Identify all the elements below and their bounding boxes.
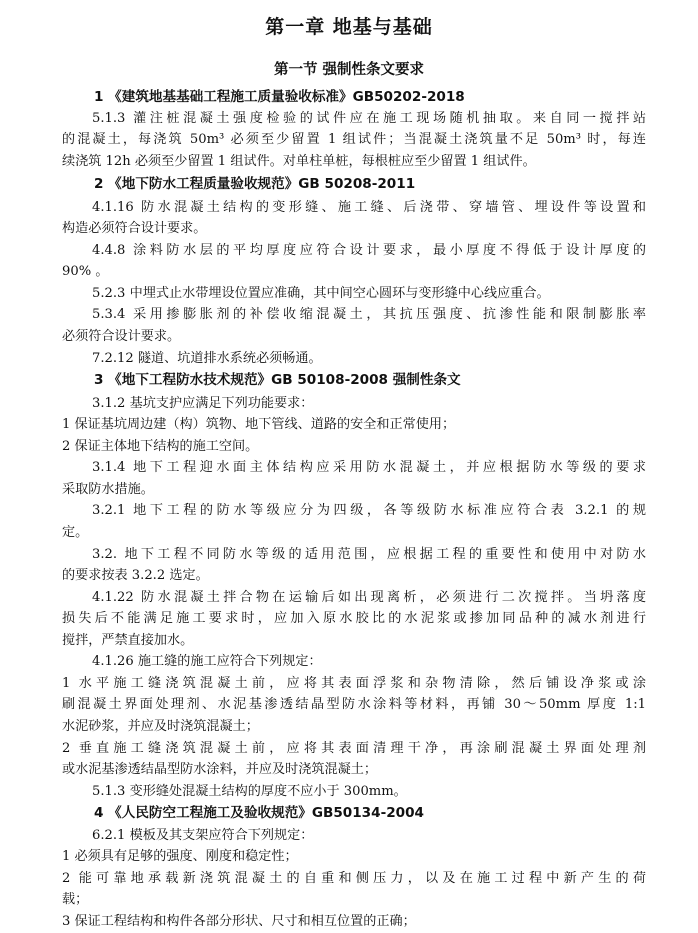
text-line: 5.1.3 灌注桩混凝土强度检验的试件应在施工现场随机抽取。来自同一搅拌站 [92, 110, 646, 126]
text-line: 3.1.4 地下工程迎水面主体结构应采用防水混凝土，并应根据防水等级的要求 [92, 460, 646, 476]
section-title: 第一节 强制性条文要求 [273, 62, 425, 78]
text-line: 4.1.16 防水混凝土结构的变形缝、施工缝、后浇带、穿墙管、埋设件等设置和 [92, 199, 646, 215]
text-line: 90% 。 [62, 264, 109, 280]
text-line: 4.1.26 施工缝的施工应符合下列规定： [92, 654, 322, 670]
standard-heading-3: 3 《地下工程防水技术规范》GB 50108-2008 强制性条文 [94, 372, 461, 389]
text-line: 搅拌，严禁直接加水。 [62, 632, 194, 648]
text-line: 1 保证基坑周边建（构）筑物、地下管线、道路的安全和正常使用； [62, 417, 456, 433]
text-line: 或水泥基渗透结晶型防水涂料，并应及时浇筑混凝土； [62, 762, 377, 778]
text-line: 采取防水措施。 [62, 481, 154, 497]
text-line: 的要求按表 3.2.2 选定。 [62, 568, 209, 584]
text-line: 3 保证工程结构和构件各部分形状、尺寸和相互位置的正确； [62, 914, 416, 929]
text-line: 2 保证主体地下结构的施工空间。 [62, 438, 259, 454]
text-line: 的混凝土，每浇筑 50m³ 必须至少留置 1 组试件；当混凝土浇筑量不足 50m³ 时，每连 [62, 132, 646, 148]
text-line: 2 垂直施工缝浇筑混凝土前，应将其表面清理干净，再涂刷混凝土界面处理剂 [62, 740, 646, 756]
standard-heading-1: 1 《建筑地基基础工程施工质量验收标准》GB50202-2018 [94, 89, 465, 105]
text-line: 5.1.3 变形缝处混凝土结构的厚度不应小于 300mm。 [92, 783, 407, 799]
text-line: 续浇筑 12h 必须至少留置 1 组试件。对单柱单桩，每根桩应至少留置 1 组试件。 [62, 153, 536, 169]
text-line: 2 能可靠地承载新浇筑混凝土的自重和侧压力，以及在施工过程中新产生的荷 [62, 870, 646, 886]
text-line: 1 水平施工缝浇筑混凝土前，应将其表面浮浆和杂物清除，然后铺设净浆或涂 [62, 675, 646, 691]
text-line: 5.2.3 中埋式止水带埋设位置应准确，其中间空心圆环与变形缝中心线应重合。 [92, 285, 550, 301]
text-line: 损失后不能满足施工要求时，应加入原水胶比的水泥浆或掺加同品种的减水剂进行 [62, 611, 646, 627]
text-line: 必须符合设计要求。 [62, 329, 181, 344]
text-line: 1 必须具有足够的强度、刚度和稳定性； [62, 849, 298, 865]
text-line: 定。 [62, 524, 89, 540]
text-line: 5.3.4 采用掺膨胀剂的补偿收缩混凝土，其抗压强度、抗渗性能和限制膨胀率 [92, 307, 646, 323]
text-line: 水泥砂浆，并应及时浇筑混凝土； [62, 719, 259, 734]
text-line: 7.2.12 隧道、坑道排水系统必须畅通。 [92, 350, 322, 366]
text-line: 3.2. 地下工程不同防水等级的适用范围，应根据工程的重要性和使用中对防水 [92, 546, 646, 562]
text-line: 3.1.2 基坑支护应满足下列功能要求： [92, 395, 314, 411]
text-line: 载； [62, 892, 89, 908]
standard-heading-2: 2 《地下防水工程质量验收规范》GB 50208-2011 [94, 176, 416, 193]
text-line: 构造必须符合设计要求。 [62, 221, 207, 237]
standard-heading-4: 4 《人民防空工程施工及验收规范》GB50134-2004 [94, 805, 425, 822]
chapter-title: 第一章 地基与基础 [265, 16, 433, 38]
text-line: 4.1.22 防水混凝土拌合物在运输后如出现离析，必须进行二次搅拌。当坍落度 [92, 589, 646, 605]
text-line: 4.4.8 涂料防水层的平均厚度应符合设计要求，最小厚度不得低于设计厚度的 [92, 242, 646, 258]
text-line: 3.2.1 地下工程的防水等级应分为四级，各等级防水标准应符合表 3.2.1 的规 [92, 503, 646, 519]
text-line: 刷混凝土界面处理剂、水泥基渗透结晶型防水涂料等材料，再铺 30～50mm 厚度 1:1 [62, 697, 646, 713]
text-line: 6.2.1 模板及其支架应符合下列规定： [92, 827, 314, 843]
